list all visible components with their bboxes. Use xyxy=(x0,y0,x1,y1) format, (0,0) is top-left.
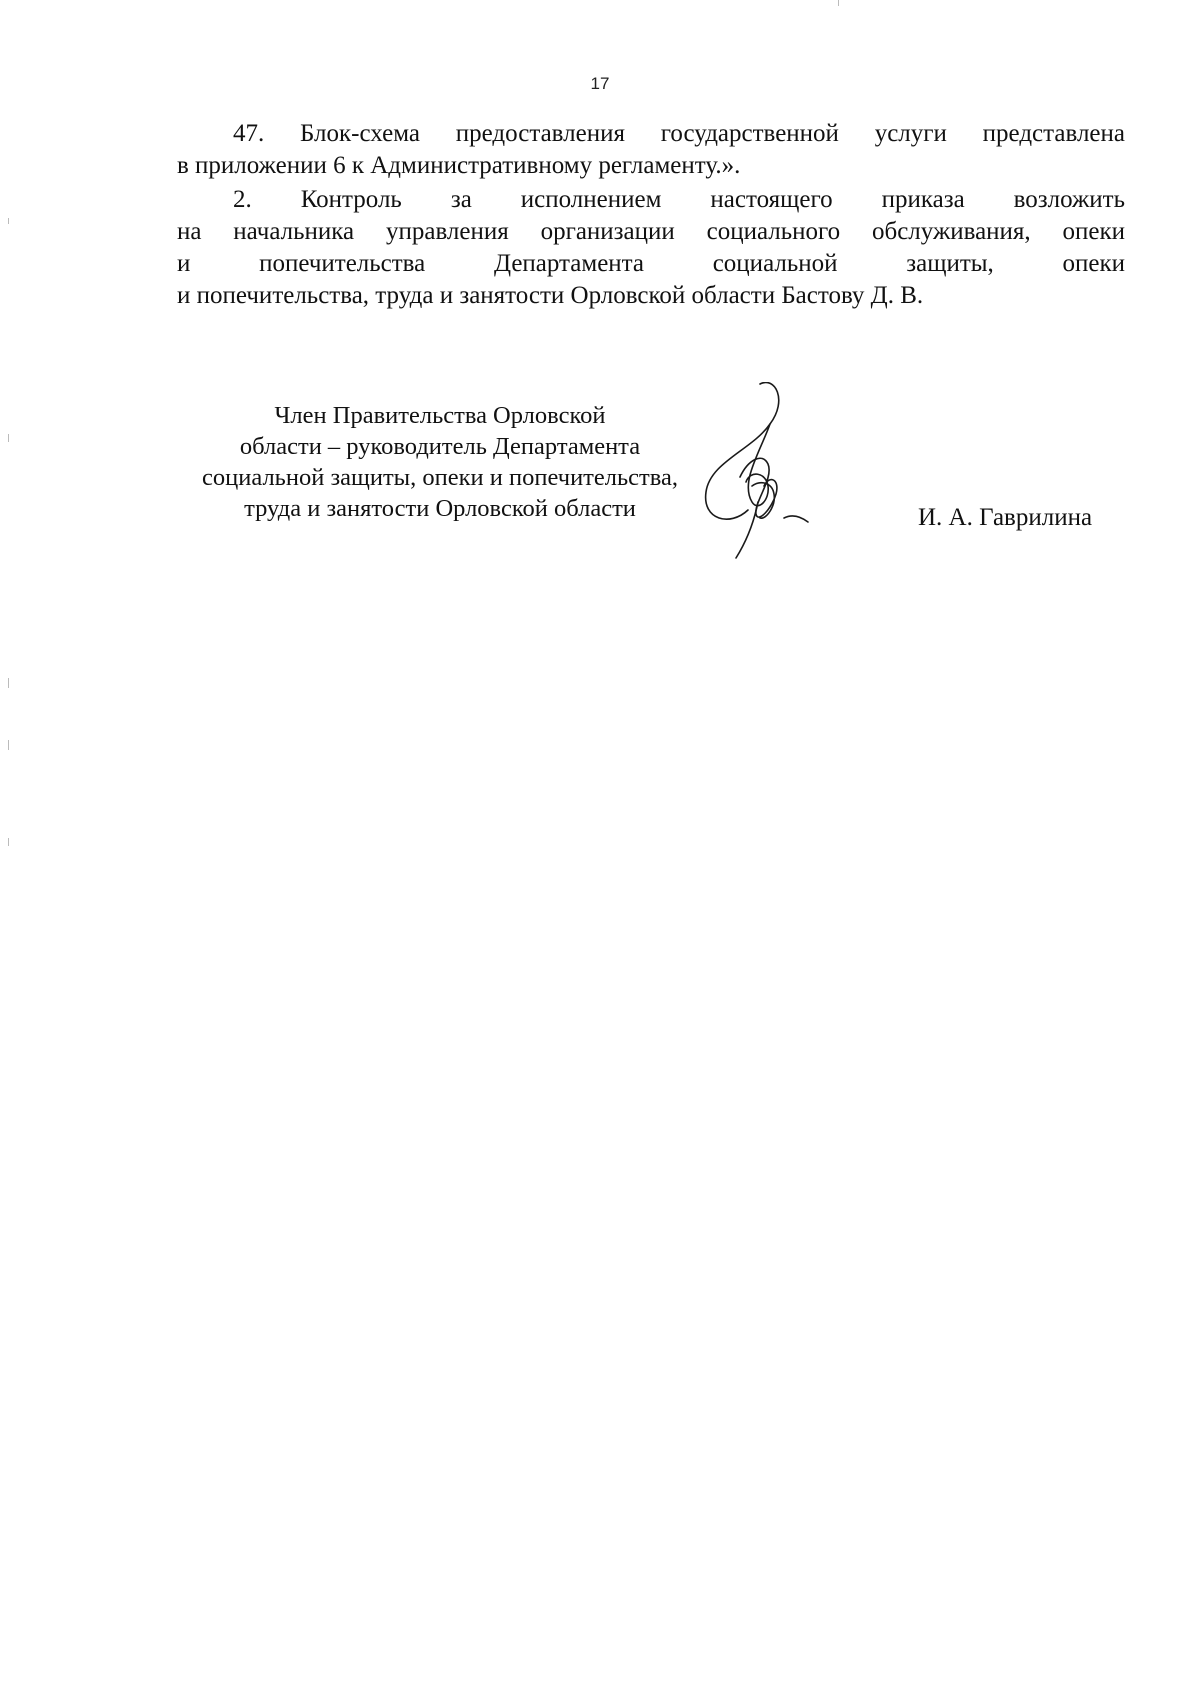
scan-artifact xyxy=(838,0,839,6)
paragraph-line: и попечительства, труда и занятости Орловской области Бастову Д. В. xyxy=(177,282,924,309)
scan-artifact xyxy=(8,838,9,846)
signer-position-line: труда и занятости Орловской области xyxy=(244,495,636,522)
signer-position-line: Член Правительства Орловской xyxy=(274,402,606,429)
paragraph-line: 2. Контроль за исполнением настоящего приказа возложить xyxy=(233,186,1125,213)
scan-artifact xyxy=(8,434,9,442)
signer-position-line: области – руководитель Департамента xyxy=(239,433,641,460)
paragraph-2 xyxy=(177,184,1125,312)
paragraph-line: в приложении 6 к Административному регламенту.». xyxy=(177,152,741,179)
paragraph-line: и попечительства Департамента социальной защиты, опеки xyxy=(177,250,1125,277)
handwritten-signature xyxy=(700,382,880,592)
paragraph-47 xyxy=(177,118,1125,182)
scan-artifact xyxy=(8,740,9,750)
paragraph-line: на начальника управления организации социального обслуживания, опеки xyxy=(177,218,1125,245)
scan-artifact xyxy=(8,218,9,224)
page-number: 17 xyxy=(590,74,610,93)
signer-position-line: социальной защиты, опеки и попечительства, xyxy=(202,464,678,491)
signer-name: И. А. Гаврилина xyxy=(918,504,1093,531)
paragraph-line: 47. Блок-схема предоставления государственной услуги представлена xyxy=(233,120,1125,147)
scan-artifact xyxy=(8,678,9,688)
body-text xyxy=(177,118,1125,312)
signer-position xyxy=(170,400,710,524)
